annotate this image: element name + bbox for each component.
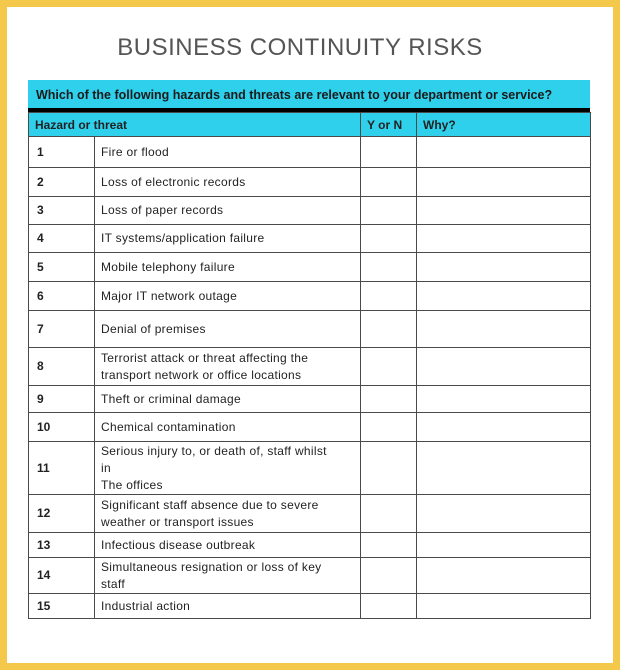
row-number: 4 bbox=[29, 225, 95, 253]
hazard-text-line: in bbox=[101, 460, 111, 475]
hazard-cell bbox=[95, 197, 361, 225]
risk-table bbox=[28, 112, 591, 619]
why-answer-cell[interactable] bbox=[417, 348, 591, 386]
yn-answer-cell[interactable] bbox=[361, 197, 417, 225]
hazard-cell bbox=[95, 348, 361, 386]
table-row bbox=[29, 282, 591, 311]
why-answer-cell[interactable] bbox=[417, 533, 591, 558]
yn-answer-cell[interactable] bbox=[361, 495, 417, 533]
row-number: 1 bbox=[29, 137, 95, 168]
row-number: 6 bbox=[29, 282, 95, 311]
yn-answer-cell[interactable] bbox=[361, 282, 417, 311]
hazard-text-line: Chemical contamination bbox=[101, 419, 236, 434]
hazard-text-line: Significant staff absence due to severe bbox=[101, 497, 319, 512]
hazard-cell bbox=[95, 225, 361, 253]
hazard-text-line: Terrorist attack or threat affecting the bbox=[101, 350, 309, 365]
hazard-text-line: Mobile telephony failure bbox=[101, 259, 235, 274]
table-row bbox=[29, 168, 591, 197]
why-answer-cell[interactable] bbox=[417, 594, 591, 619]
why-answer-cell[interactable] bbox=[417, 225, 591, 253]
why-answer-cell[interactable] bbox=[417, 495, 591, 533]
row-number: 5 bbox=[29, 253, 95, 282]
question-banner: Which of the following hazards and threats are relevant to your department or service? bbox=[28, 80, 590, 112]
hazard-text-line: Theft or criminal damage bbox=[101, 391, 241, 406]
why-answer-cell[interactable] bbox=[417, 442, 591, 495]
why-answer-cell[interactable] bbox=[417, 413, 591, 442]
yn-answer-cell[interactable] bbox=[361, 386, 417, 413]
table-row bbox=[29, 594, 591, 619]
why-answer-cell[interactable] bbox=[417, 197, 591, 225]
why-answer-cell[interactable] bbox=[417, 311, 591, 348]
hazard-cell bbox=[95, 253, 361, 282]
yn-answer-cell[interactable] bbox=[361, 311, 417, 348]
row-number: 15 bbox=[29, 594, 95, 619]
risk-form bbox=[28, 80, 590, 619]
hazard-cell bbox=[95, 168, 361, 197]
table-row bbox=[29, 225, 591, 253]
hazard-text-line: IT systems/application failure bbox=[101, 231, 265, 245]
row-number: 12 bbox=[29, 495, 95, 533]
column-header-yn: Y or N bbox=[361, 113, 417, 137]
hazard-text-line: Infectious disease outbreak bbox=[101, 537, 256, 552]
hazard-cell bbox=[95, 137, 361, 168]
why-answer-cell[interactable] bbox=[417, 137, 591, 168]
why-answer-cell[interactable] bbox=[417, 168, 591, 197]
hazard-cell bbox=[95, 386, 361, 413]
table-row bbox=[29, 197, 591, 225]
hazard-text-line: Fire or flood bbox=[101, 144, 169, 159]
table-row bbox=[29, 442, 591, 495]
hazard-cell bbox=[95, 282, 361, 311]
yn-answer-cell[interactable] bbox=[361, 168, 417, 197]
yn-answer-cell[interactable] bbox=[361, 594, 417, 619]
why-answer-cell[interactable] bbox=[417, 253, 591, 282]
table-row bbox=[29, 348, 591, 386]
why-answer-cell[interactable] bbox=[417, 386, 591, 413]
why-answer-cell[interactable] bbox=[417, 558, 591, 594]
yn-answer-cell[interactable] bbox=[361, 253, 417, 282]
row-number: 8 bbox=[29, 348, 95, 386]
yn-answer-cell[interactable] bbox=[361, 442, 417, 495]
hazard-text-line: Major IT network outage bbox=[101, 288, 238, 303]
hazard-text-line: Industrial action bbox=[101, 598, 191, 613]
hazard-cell bbox=[95, 442, 361, 495]
table-row bbox=[29, 413, 591, 442]
why-answer-cell[interactable] bbox=[417, 282, 591, 311]
hazard-text-line: The offices bbox=[101, 477, 163, 492]
page-title: BUSINESS CONTINUITY RISKS bbox=[117, 34, 483, 61]
row-number: 2 bbox=[29, 168, 95, 197]
table-row bbox=[29, 137, 591, 168]
hazard-cell bbox=[95, 594, 361, 619]
row-number: 11 bbox=[29, 442, 95, 495]
row-number: 3 bbox=[29, 197, 95, 225]
column-header-why: Why? bbox=[417, 113, 591, 137]
hazard-cell bbox=[95, 533, 361, 558]
yn-answer-cell[interactable] bbox=[361, 558, 417, 594]
hazard-text-line: Loss of electronic records bbox=[101, 174, 246, 189]
table-row bbox=[29, 311, 591, 348]
yn-answer-cell[interactable] bbox=[361, 137, 417, 168]
table-row bbox=[29, 533, 591, 558]
hazard-text-line: Serious injury to, or death of, staff whilst bbox=[101, 443, 327, 458]
yn-answer-cell[interactable] bbox=[361, 413, 417, 442]
row-number: 13 bbox=[29, 533, 95, 558]
hazard-cell bbox=[95, 558, 361, 594]
hazard-text-line: Simultaneous resignation or loss of key bbox=[101, 559, 322, 574]
row-number: 14 bbox=[29, 558, 95, 594]
table-header-row bbox=[29, 113, 591, 137]
row-number: 9 bbox=[29, 386, 95, 413]
table-row bbox=[29, 495, 591, 533]
column-header-hazard: Hazard or threat bbox=[29, 113, 361, 137]
hazard-text-line: transport network or office locations bbox=[101, 367, 302, 382]
row-number: 10 bbox=[29, 413, 95, 442]
hazard-cell bbox=[95, 495, 361, 533]
table-row bbox=[29, 386, 591, 413]
table-row bbox=[29, 558, 591, 594]
yn-answer-cell[interactable] bbox=[361, 533, 417, 558]
table-body bbox=[29, 137, 591, 619]
hazard-text-line: weather or transport issues bbox=[101, 514, 254, 529]
row-number: 7 bbox=[29, 311, 95, 348]
hazard-cell bbox=[95, 311, 361, 348]
hazard-text-line: staff bbox=[101, 576, 125, 591]
hazard-cell bbox=[95, 413, 361, 442]
yn-answer-cell[interactable] bbox=[361, 348, 417, 386]
hazard-text-line: Denial of premises bbox=[101, 321, 206, 336]
hazard-text-line: Loss of paper records bbox=[101, 203, 224, 217]
yn-answer-cell[interactable] bbox=[361, 225, 417, 253]
table-row bbox=[29, 253, 591, 282]
